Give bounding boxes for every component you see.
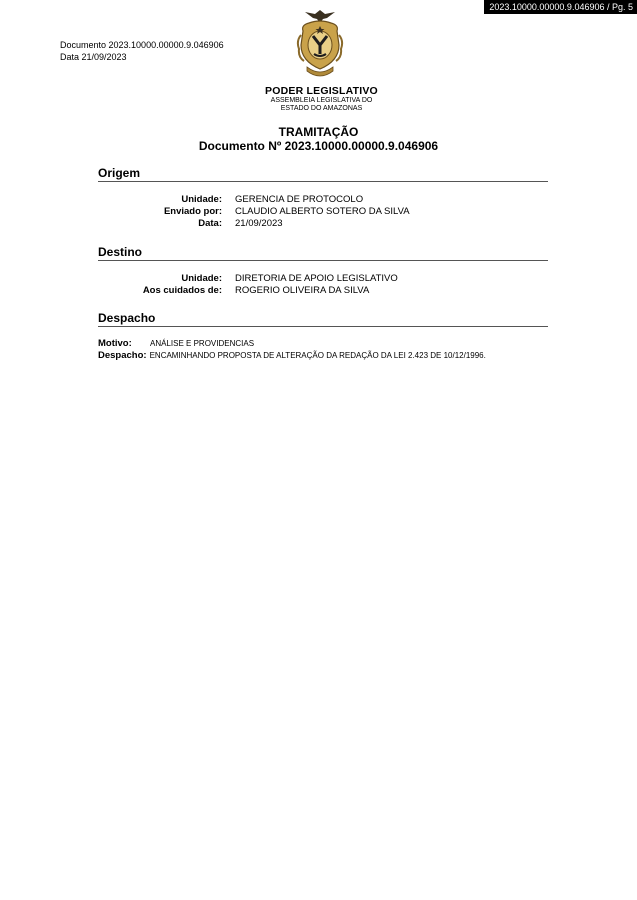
page-title: TRAMITAÇÃO [278, 125, 359, 139]
despacho-label: Despacho: [98, 350, 147, 361]
document-meta [60, 39, 224, 63]
field-label: Data: [198, 218, 222, 229]
field-value: DIRETORIA DE APOIO LEGISLATIVO [235, 273, 398, 284]
document-date: Data 21/09/2023 [60, 52, 127, 62]
despacho-row [98, 350, 486, 362]
page-number-tag: 2023.10000.00000.9.046906 / Pg. 5 [484, 0, 637, 14]
field-value: GERENCIA DE PROTOCOLO [235, 194, 364, 205]
field-label: Unidade: [181, 273, 222, 284]
section-origem [98, 166, 548, 182]
section-destino-heading: Destino [98, 245, 143, 259]
origem-fields [98, 194, 548, 230]
motivo-label: Motivo: [98, 338, 132, 349]
coat-of-arms-icon [295, 7, 345, 83]
section-origem-heading: Origem [98, 166, 141, 180]
despacho-value: ENCAMINHANDO PROPOSTA DE ALTERAÇÃO DA REDAÇÃO DA LEI 2.423 DE 10/12/1996. [149, 351, 486, 360]
section-despacho [98, 311, 548, 327]
section-despacho-heading: Despacho [98, 311, 156, 325]
document-number: Documento 2023.10000.00000.9.046906 [60, 40, 224, 50]
motivo-row [98, 338, 486, 350]
field-label: Aos cuidados de: [142, 285, 222, 296]
field-row [98, 273, 548, 285]
field-row [98, 285, 548, 297]
field-row [98, 194, 548, 206]
field-row [98, 218, 548, 230]
destino-fields [98, 273, 548, 297]
organization-line-1: ASSEMBLEIA LEGISLATIVA DO [270, 97, 373, 104]
motivo-value: ANÁLISE E PROVIDENCIAS [150, 339, 255, 348]
field-value: CLAUDIO ALBERTO SOTERO DA SILVA [235, 206, 410, 217]
organization-line-2: ESTADO DO AMAZONAS [280, 105, 363, 112]
field-value: 21/09/2023 [235, 218, 283, 229]
section-destino [98, 245, 548, 261]
organization-block [240, 85, 403, 113]
despacho-fields [98, 338, 486, 362]
field-label: Unidade: [181, 194, 222, 205]
organization-name: PODER LEGISLATIVO [265, 85, 378, 97]
field-label: Enviado por: [163, 206, 222, 217]
field-row [98, 206, 548, 218]
field-value: ROGERIO OLIVEIRA DA SILVA [235, 285, 370, 296]
document-number-title: Documento Nº 2023.10000.00000.9.046906 [198, 139, 439, 153]
